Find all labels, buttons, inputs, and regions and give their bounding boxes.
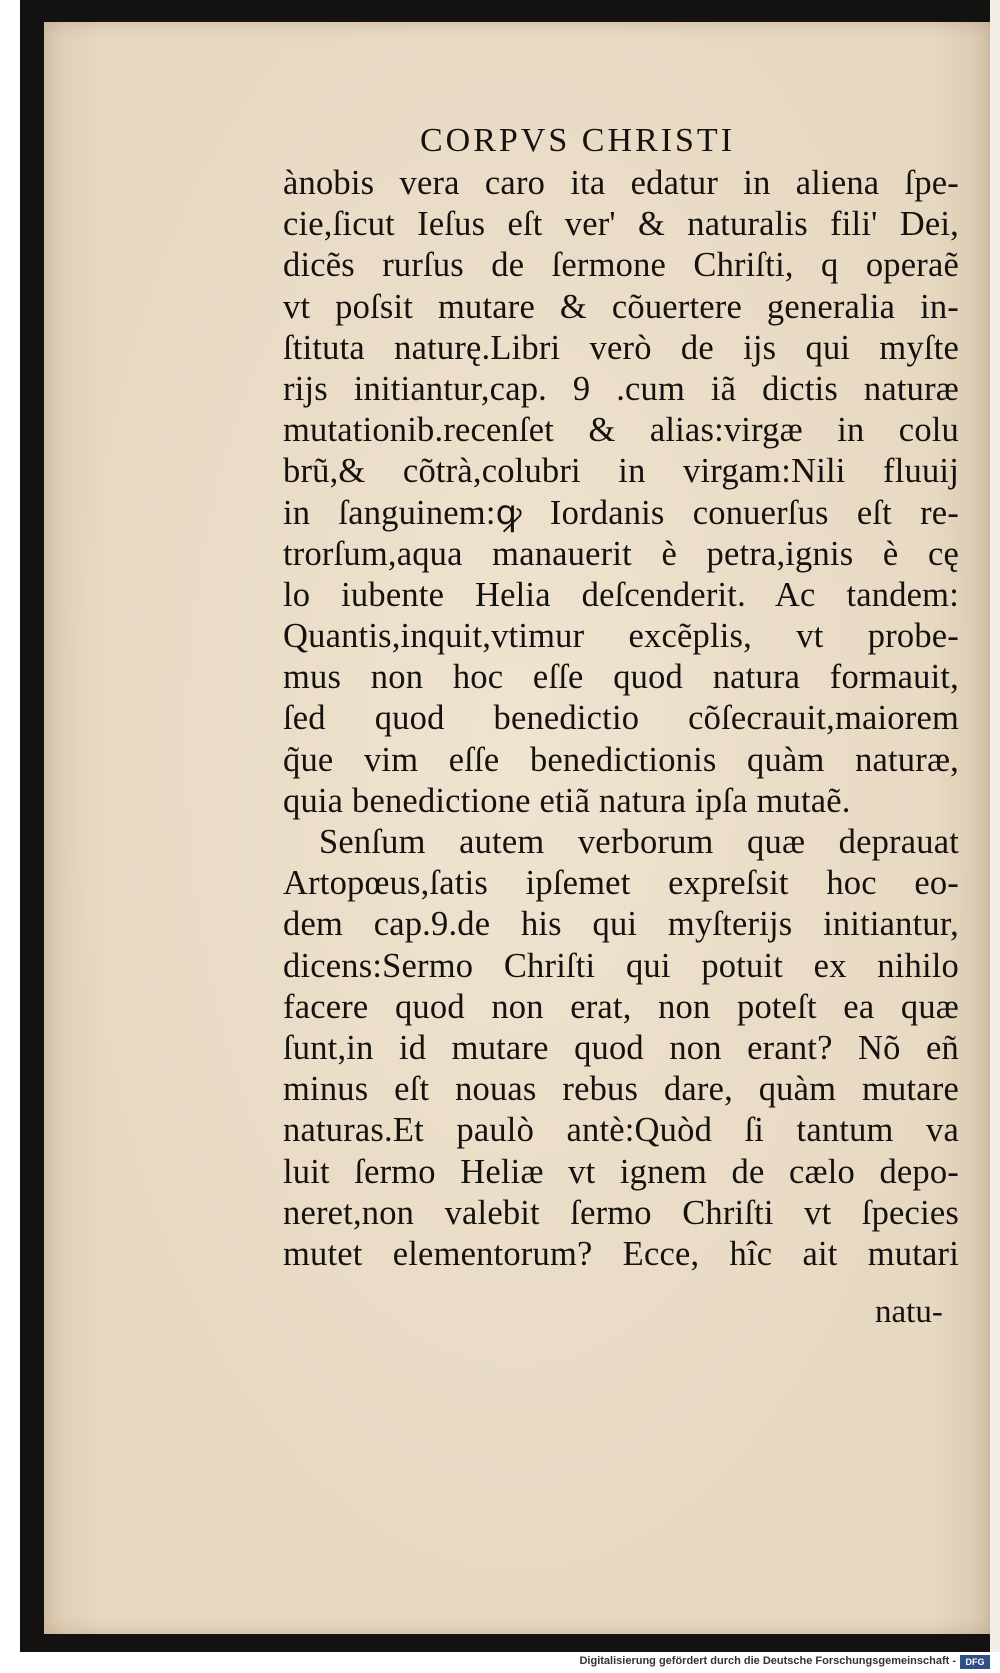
text-line: rijs initiantur,cap. 9 .cum iã dictis naturæ <box>283 369 959 408</box>
text-line: mutationib.recenſet & alias:virgæ in colu <box>283 411 959 450</box>
text-line: naturas.Et paulò antè:Quòd ſi tantum va <box>283 1111 959 1150</box>
text-line: dem cap.9.de his qui myſterijs initiantur, <box>283 905 959 944</box>
text-line: vt poſsit mutare & cõuertere generalia in- <box>283 287 959 326</box>
catchword: natu- <box>875 1294 943 1330</box>
text-line: ànobis vera caro ita edatur in aliena ſpe- <box>283 164 959 202</box>
text-line: ſtituta naturę.Libri verò de ijs qui myſte <box>283 328 959 367</box>
text-line: luit ſermo Heliæ vt ignem de cælo depo- <box>283 1152 959 1191</box>
text-line: in ſanguinem:ꝙ Iordanis conuerſus eſt re- <box>283 493 959 532</box>
scan-right-edge <box>990 0 1000 1652</box>
text-line: mutet elementorum? Ecce, hîc ait mutari <box>283 1234 959 1273</box>
text-line: dicens:Sermo Chriſti qui potuit ex nihilo <box>283 946 959 985</box>
text-line: mus non hoc eſſe quod natura formauit, <box>283 658 959 697</box>
text-line: trorſum,aqua manauerit è petra,ignis è cę <box>283 534 959 573</box>
text-line: ſunt,in id mutare quod non erant? Nõ eñ <box>283 1028 959 1067</box>
text-line: q̃ue vim eſſe benedictionis quàm naturæ, <box>283 740 959 779</box>
running-head: CORPVS CHRISTI <box>420 122 736 159</box>
text-line: Quantis,inquit,vtimur excẽplis, vt probe- <box>283 617 959 656</box>
dfg-logo: DFG <box>960 1655 990 1669</box>
text-line: ſed quod benedictio cõſecrauit,maiorem <box>283 699 959 738</box>
text-line: quia benedictione etiã natura ipſa mutaẽ. <box>283 781 851 820</box>
page-body-text <box>283 163 959 1275</box>
text-line: dicẽs rurſus de ſermone Chriſti, q operaẽ <box>283 246 959 285</box>
funding-credit: Digitalisierung gefördert durch die Deutsche Forschungsgemeinschaft - <box>579 1655 956 1667</box>
text-line: lo iubente Helia deſcenderit. Ac tandem: <box>283 575 959 614</box>
text-line: facere quod non erat, non poteſt ea quæ <box>283 987 959 1026</box>
text-line: brũ,& cõtrà,colubri in virgam:Nili fluuij <box>283 452 959 491</box>
text-line: cie,ſicut Ieſus eſt ver' & naturalis fili' Dei, <box>283 205 959 244</box>
text-line: minus eſt nouas rebus dare, quàm mutare <box>283 1070 959 1109</box>
digitization-footer <box>0 1652 1000 1673</box>
text-line: Artopœus,ſatis ipſemet expreſsit hoc eo- <box>283 864 959 903</box>
text-line: Senſum autem verborum quæ deprauat <box>319 823 959 861</box>
text-line: neret,non valebit ſermo Chriſti vt ſpecies <box>283 1193 959 1232</box>
